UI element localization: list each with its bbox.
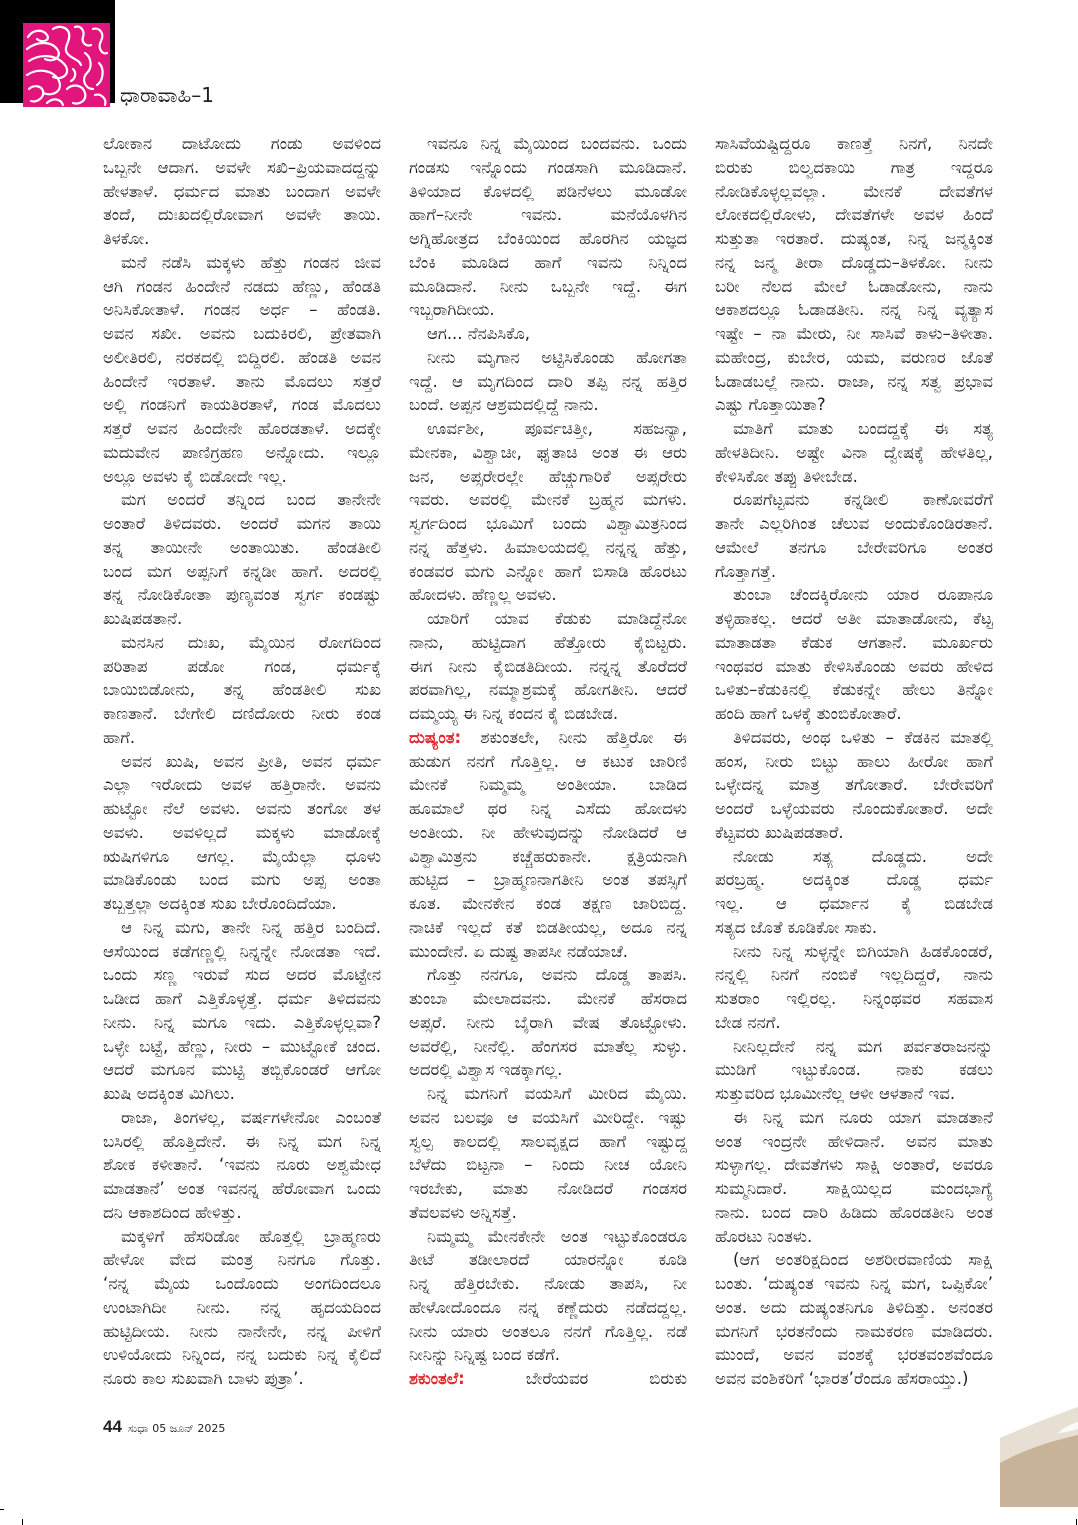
text-line: ಪರವಾಗಿಲ್ಲ, ನಮ್ಮಾಶ್ರಮಕ್ಕೆ ಹೋಗತೀನಿ. ಆದರೆ: [409, 680, 687, 700]
paragraph: [103, 916, 381, 1106]
page-footer: [103, 1416, 225, 1438]
text-line: ಗೊತ್ತಾಗತ್ತೆ.: [715, 561, 777, 581]
text-line: ಕಂಡವರ ಮಗು ಎನ್ನೋ ಹಾಗೆ ಬಿಸಾಡಿ ಹೊರಟು: [409, 561, 687, 581]
text-line: ಆ ನಿನ್ನ ಮಗು, ತಾನೇ ನಿನ್ನ ಹತ್ತಿರ ಬಂದಿದೆ.: [121, 917, 381, 937]
text-line: ಒಬ್ಬನೇ ಆದಾಗ. ಅವಳೇ ಸಖಿ–ಪ್ರಿಯವಾದದ್ದನ್ನು: [103, 157, 381, 177]
text-line: ಮುಂದೆ, ಅವನ ವಂಶಕ್ಕೆ ಭರತವಂಶವೆಂದೂ: [715, 1345, 993, 1365]
text-line: ನನ್ನ ಜನ್ಮ ತೀರಾ ದೊಡ್ಡದು–ತಿಳಕೋ. ನೀನು: [715, 252, 993, 272]
text-line: ಹೇಳತಾಳೆ. ಧರ್ಮದ ಮಾತು ಬಂದಾಗ ಅವಳೇ: [103, 181, 381, 201]
text-line: ನೀನು ನಿನ್ನ ಸುಳ್ಳನ್ನೇ ಬಿಗಿಯಾಗಿ ಹಿಡಕೊಂಡರೆ,: [733, 941, 993, 961]
text-line: ಗೊತ್ತು ನನಗೂ, ಅವನು ದೊಡ್ಡ ತಾಪಸಿ.: [427, 965, 687, 985]
text-line: ಗಂಡಸು ಇನ್ನೊಂದು ಗಂಡಸಾಗಿ ಮೂಡಿದಾನೆ.: [409, 157, 687, 177]
text-line: ಲೋಕದಲ್ಲಿರೋಳು, ದೇವತೆಗಳೇ ಅವಳ ಹಿಂದೆ: [715, 205, 993, 225]
text-line: ಅಂದರೆ ಒಳ್ಳೆಯವರು ನೊಂದುಕೋತಾರೆ. ಅದೇ: [715, 799, 993, 818]
text-line: ಅಲ್ಲೂ ಅವಳು ಕೈ ಬಿಡೋದೇ ಇಲ್ಲ.: [103, 466, 287, 486]
text-line: ನಾಚಿಕೆ ಇಲ್ಲದೆ ಕತೆ ಬಿಡತೀಯಲ್ಲ, ಅದೂ ನನ್ನ: [409, 917, 687, 937]
paragraph: [715, 488, 993, 583]
text-line: ನಿನ್ನ ಮಗನಿಗೆ ವಯಸಿಗೆ ಮೀರಿದ ಮೈಯಿ.: [427, 1084, 687, 1103]
text-line: ನೀನಿಲ್ಲದೇನೆ ನನ್ನ ಮಗ ಪರ್ವತರಾಜನನ್ನು: [733, 1036, 993, 1056]
text-line: ಖುಷಿ ಅದಕ್ಕಿಂತ ಮಿಗಿಲು.: [103, 1084, 235, 1103]
text-line: ಮಾಡಿಕೊಂಡು ಬಂದ ಮಗು ಅಪ್ಪ ಅಂತಾ: [103, 870, 381, 890]
paragraph: [103, 1106, 381, 1225]
text-line: ಆಸೆಯಿಂದ ಕಡೆಗಣ್ಣಲ್ಲಿ ನಿನ್ನನ್ನೇ ನೋಡತಾ ಇದೆ.: [103, 941, 381, 961]
text-line: ನೀನಿನ್ನು ನಿನ್ನಿಷ್ಟ ಬಂದ ಕಡೆಗೆ.: [409, 1345, 561, 1365]
text-line: ದಮ್ಮಯ್ಯ ಈ ನಿನ್ನ ಕಂದನ ಕೈ ಬಿಡಬೇಡ.: [409, 704, 619, 723]
speaker-label: ಶಕುಂತಲೆ:: [409, 1369, 465, 1388]
text-line: ತೀಟೆ ತಡೀಲಾರದೆ ಯಾರನ್ನೋ ಕೂಡಿ: [409, 1250, 687, 1270]
text-line: ನೀನು. ನಿನ್ನ ಮಗೂ ಇದು. ಎತ್ತಿಕೊಳ್ಳಲ್ಲವಾ?: [103, 1012, 381, 1032]
text-column-2: [409, 132, 687, 1391]
paragraph: [715, 726, 993, 845]
paragraph: [715, 1248, 993, 1391]
text-line: (ಆಗ ಅಂತರಿಕ್ಷದಿಂದ ಅಶರೀರವಾಣಿಯ ಸಾಕ್ಷಿ: [733, 1250, 993, 1270]
text-line: ಇಂಥವರ ಮಾತು ಕೇಳಿಸಿಕೊಂಡು ಅವರು ಹೇಳಿದ: [715, 656, 993, 676]
text-line: ಆಗಿ ಗಂಡನ ಹಿಂದೇನೆ ನಡದು ಹೆಣ್ಣು, ಹೆಂಡತಿ: [103, 276, 381, 296]
text-line: ‘ನನ್ನ ಮೈಯ ಒಂದೊಂದು ಅಂಗದಿಂದಲೂ: [103, 1274, 381, 1293]
paragraph: [409, 132, 687, 322]
text-line: ಅಲ್ಲಿ ಗಂಡನಿಗೆ ಕಾಯತಿರತಾಳೆ, ಗಂಡ ಮೊದಲು: [103, 395, 381, 415]
text-line: ಹೇಳತಿದೀನಿ. ಅಷ್ಟೇ ವಿನಾ ದ್ವೇಷಕ್ಕೆ ಹೇಳತಿಲ್ಲ,: [715, 442, 993, 462]
paragraph: [715, 940, 993, 1035]
magazine-name: ಸುಧಾ: [127, 1422, 149, 1435]
paragraph: [715, 1035, 993, 1106]
text-line: ಮುಡಿಗೆ ಇಟ್ಟುಕೊಂಡ. ನಾಕು ಕಡಲು: [715, 1060, 993, 1080]
text-line: ಮಗನಿಗೆ ಭರತನೆಂದು ನಾಮಕರಣ ಮಾಡಿದರು.: [715, 1321, 993, 1341]
text-line: ಮಾತಾಡತಾ ಕೆಡುಕ ಆಗತಾನೆ. ಮೂರ್ಖರು: [715, 632, 993, 652]
paragraph: [715, 1106, 993, 1249]
text-line: ಹುಟ್ಟಿದೀಯ. ನೀನು ನಾನೇನೇ, ನನ್ನ ಪೀಳಿಗೆ: [103, 1321, 381, 1341]
speaker-label: ದುಷ್ಯಂತ:: [409, 727, 462, 747]
text-line: ತುಂಬಾ ಮೇಲಾದವನು. ಮೇನಕೆ ಹೆಸರಾದ: [409, 989, 687, 1008]
dialogue-paragraph: [409, 726, 687, 964]
text-line: ಒಳ್ಳೇದನ್ನ ಮಾತ್ರ ತಗೋತಾರೆ. ಬೇರೇವರಿಗೆ: [715, 775, 993, 795]
text-line: ಹೇಳೋ ವೇದ ಮಂತ್ರ ನಿನಗೂ ಗೊತ್ತು.: [103, 1250, 381, 1270]
page-number: 44: [103, 1417, 122, 1436]
paragraph: [409, 607, 687, 726]
text-line: ವಿಶ್ವಾಮಿತ್ರನು ಕಚ್ಚೆಹರುಕಾನೇ. ಕ್ಷತ್ರಿಯನಾಗಿ: [409, 846, 687, 866]
text-line: ಉಳಿಯೋದು ನಿನ್ನಿಂದ, ನನ್ನ ಬದುಕು ನಿನ್ನ ಕೈಲಿದೆ: [103, 1345, 381, 1365]
text-line: ಖುಷಿಪಡತಾನೆ.: [103, 609, 183, 628]
text-line: ತಿಳಿಯಾದ ಕೊಳದಲ್ಲಿ ಪಡಿನೆಳಲು ಮೂಡೋ: [409, 181, 687, 201]
text-line: ಸುತ್ತುತಾ ಇರತಾರೆ. ದುಷ್ಯಂತ, ನಿನ್ನ ಜನ್ಮಕ್ಕಿಂತ: [715, 229, 993, 248]
text-line: ಸುಮ್ಮನಿದಾರೆ. ಸಾಕ್ಷಿಯಿಲ್ಲದ ಮಂದಭಾಗ್ಯೆ: [715, 1179, 993, 1198]
paragraph: [715, 132, 993, 417]
text-line: ಒಡೀದ ಹಾಗೆ ಎತ್ತಿಕೊಳ್ಳತ್ತೆ. ಧರ್ಮ ತಿಳಿದವನು: [103, 989, 381, 1008]
text-line: ಅದರಲ್ಲಿ ವಿಶ್ವಾಸ ಇಡಕ್ಕಾಗಲ್ಲ.: [409, 1060, 563, 1080]
text-line: ಕೇಳಿಸಿಕೋ ತಪ್ಪು ತಿಳೀಬೇಡ.: [715, 466, 858, 486]
text-line: ಇವರು. ಅವರಲ್ಲಿ ಮೇನಕೆ ಬ್ರಹ್ಮನ ಮಗಳು.: [409, 490, 687, 510]
paragraph: [409, 346, 687, 417]
text-line: ಸತ್ತರೆ ಅವನ ಹಿಂದೇನೇ ಹೊರಡತಾಳೆ. ಅದಕ್ಕೇ: [103, 419, 381, 438]
text-line: ಅವನ ವಂಶಿಕರಿಗೆ ‘ಭಾರತ’ರೆಂದೂ ಹೆಸರಾಯ್ತು.): [715, 1369, 969, 1388]
text-column-1: [103, 132, 381, 1391]
paragraph: [103, 750, 381, 916]
text-line: ನಾನು, ಹುಟ್ಟಿದಾಗ ಹೆತ್ತೋರು ಕೈಬಿಟ್ಟರು.: [409, 632, 687, 652]
text-line: ಅಪ್ಸರೆ. ನೀನು ಬೈರಾಗಿ ವೇಷ ತೊಟ್ಟೋಳು.: [409, 1012, 687, 1032]
text-line: ನೂರು ಕಾಲ ಸುಖವಾಗಿ ಬಾಳು ಪುತ್ರಾ’.: [103, 1369, 304, 1388]
paragraph: [409, 417, 687, 607]
text-line: ಹುಟ್ಟೋ ನೆಲೆ ಅವಳು. ಅವನು ತಂಗೋ ತಳ: [103, 799, 381, 818]
text-line: ಉಂಟಾಗಿದೀ ನೀನು. ನನ್ನ ಹೃದಯದಿಂದ: [103, 1297, 381, 1317]
text-line: ಆಮೇಲೆ ತನಗೂ ಬೇರೇವರಿಗೂ ಅಂತರ: [715, 537, 993, 557]
text-line: ಅವರೆಲ್ಲಿ, ನೀನೆಲ್ಲಿ. ಹೆಂಗಸರ ಮಾತೆಲ್ಲ ಸುಳ್ಳು.: [409, 1036, 687, 1056]
text-line: ಆದರೆ ಮಗೂನ ಮುಟ್ಟಿ ತಬ್ಬಿಕೊಂಡರೆ ಆಗೋ: [103, 1060, 381, 1080]
text-line: ಬರೀ ನೆಲದ ಮೇಲೆ ಓಡಾಡೋನು, ನಾನು: [715, 276, 993, 296]
text-line: ಊರ್ವಶೀ, ಪೂರ್ವಚಿತ್ತೀ, ಸಹಜನ್ಯಾ,: [427, 419, 687, 438]
text-line: ರಾಜಾ, ತಿಂಗಳಲ್ಲ, ವರ್ಷಗಳೇನೋ ಎಂಬಂತೆ: [121, 1107, 381, 1127]
text-line: ಮಾಡತಾನೆ’ ಅಂತ ಇವನನ್ನ ಹೆರೋವಾಗ ಒಂದು: [103, 1179, 381, 1198]
paragraph: [409, 322, 687, 346]
text-line: ಆಗ... ನೆನಪಿಸಿಕೊ,: [427, 324, 530, 343]
text-line: ಹಂಸ, ನೀರು ಬಿಟ್ಟು ಹಾಲು ಹೀರೋ ಹಾಗೆ: [715, 751, 993, 771]
text-line: ಈಗ ನೀನು ಕೈಬಿಡತಿದೀಯ. ನನ್ನನ್ನ ತೊರೆದರೆ: [409, 656, 687, 676]
text-line: ಹುಟ್ಟಿದ – ಬ್ರಾಹ್ಮಣನಾಗತೀನಿ ಅಂತ ತಪಸ್ಸಿಗೆ: [409, 870, 687, 890]
text-line: ಇರಬೇಕು, ಮಾತು ನೋಡಿದರೆ ಗಂಡಸರ: [409, 1179, 687, 1198]
text-line: ನೀನು ಮೃಗಾನ ಅಟ್ಟಿಸಿಕೊಂಡು ಹೋಗತಾ: [427, 347, 687, 367]
text-line: ಅವನ ಖುಷಿ, ಅವನ ಪ್ರೀತಿ, ಅವನ ಧರ್ಮ: [121, 751, 381, 771]
pink-maze-pattern-icon: [23, 23, 110, 107]
text-line: ಋಷಿಗಳಿಗೂ ಆಗಲ್ಲ. ಮೈಯೆಲ್ಲಾ ಧೂಳು: [103, 846, 381, 866]
text-line: ನೋಡು ಸತ್ಯ ದೊಡ್ಡದು. ಅದೇ: [733, 846, 993, 866]
text-line: ಮೇನಕಾ, ವಿಶ್ವಾಚೀ, ಘೃತಾಚಿ ಅಂತ ಈ ಆರು: [409, 442, 687, 462]
paragraph: [715, 845, 993, 940]
text-line: ಅಂತ ಇಂದ್ರನೇ ಹೇಳಿದಾನೆ. ಅವನ ಮಾತು: [715, 1131, 993, 1151]
text-line: ಒಳಿತು–ಕೆಡುಕಿನಲ್ಲಿ ಕೆಡುಕನ್ನೇ ಹೇಲು ತಿನ್ನೋ: [715, 680, 993, 700]
text-line: ಬಂತು. ‘ದುಷ್ಯಂತ ಇವನು ನಿನ್ನ ಮಗ, ಒಪ್ಪಿಕೋ’: [715, 1274, 993, 1293]
text-line: ಸುತ್ತುವರಿದ ಭೂಮೀನೆಲ್ಲ ಆಳೀ ಆಳತಾನೆ ಇವ.: [715, 1084, 956, 1103]
text-line: ನಿನ್ನ ಹೆತ್ತಿರಬೇಕು. ನೋಡು ತಾಪಸಿ, ನೀ: [409, 1274, 687, 1293]
text-line: ಮಕ್ಕಳಿಗೆ ಹೆಸರಿಡೋ ಹೊತ್ತಲ್ಲಿ ಬ್ರಾಹ್ಮಣರು: [121, 1226, 381, 1246]
text-line: ಮನಸಿನ ದುಃಖ, ಮೈಯಿನ ರೋಗದಿಂದ: [121, 632, 381, 652]
text-line: ಬಂದ ಮಗ ಅಪ್ಪನಿಗೆ ಕನ್ನಡೀ ಹಾಗೆ. ಅದರಲ್ಲಿ: [103, 561, 381, 581]
text-line: ಒಳ್ಳೇ ಬಟ್ಟೆ, ಹೆಣ್ಣು, ನೀರು – ಮುಟ್ಟೋಕೆ ಚಂದ.: [103, 1036, 381, 1056]
paragraph: [103, 488, 381, 631]
text-line: [409, 1367, 687, 1391]
text-line: ಅವನ ಬಲವೂ ಆ ವಯಸಿಗೆ ಮೀರಿದ್ದೇ. ಇಷ್ಟು: [409, 1107, 687, 1127]
section-title: ಧಾರಾವಾಹಿ–1: [120, 83, 214, 107]
text-line: ಅಗ್ನಿಹೋತ್ರದ ಬೆಂಕಿಯಿಂದ ಹೊರಗಿನ ಯಜ್ಞದ: [409, 229, 687, 248]
text-column-3: [715, 132, 993, 1391]
text-line: ಸುಳ್ಳಾಗಲ್ಲ. ದೇವತೆಗಳು ಸಾಕ್ಷಿ ಅಂತಾರೆ, ಅವರೂ: [715, 1155, 993, 1175]
line-text: ಬೇರೆಯವರ ಬಿರುಕು: [525, 1369, 687, 1388]
text-line: ಮದುವೇನ ಪಾಣಿಗ್ರಹಣ ಅನ್ನೋದು. ಇಲ್ಲೂ: [103, 442, 381, 462]
text-line: ಹೋದಳು. ಹೆಣ್ಣಲ್ಲ ಅವಳು.: [409, 585, 557, 605]
text-line: ತೆವಲವಳು ಅನ್ನಿಸತ್ತೆ.: [409, 1202, 517, 1222]
text-line: ಜನ, ಅಪ್ಸರೇರಲ್ಲೇ ಹೆಚ್ಚುಗಾರಿಕೆ ಅಪ್ಸರೇರು: [409, 466, 687, 486]
crop-mark: [1076, 1519, 1077, 1525]
text-line: ಅಂತ. ಅದು ದುಷ್ಯಂತನಿಗೂ ತಿಳಿದಿತ್ತು. ಅನಂತರ: [715, 1297, 993, 1317]
text-line: ಇಬ್ಬರಾಗಿದೀಯ.: [409, 300, 495, 320]
text-line: ಈ ನಿನ್ನ ಮಗ ನೂರು ಯಾಗ ಮಾಡತಾನೆ: [733, 1107, 993, 1127]
text-line: ದನಿ ಆಕಾಶದಿಂದ ಹೇಳಿತ್ತು.: [103, 1202, 242, 1222]
text-line: ಓಡಾಡಬಲ್ಲೆ ನಾನು. ರಾಜಾ, ನನ್ನ ಸತ್ವ ಪ್ರಭಾವ: [715, 371, 993, 391]
text-line: ಒಂದು ಸಣ್ಣ ಇರುವೆ ಸುದ ಅದರ ಮೊಟ್ಟೇನ: [103, 965, 381, 985]
text-line: ನನ್ನ ಹೆತ್ತಳು. ಹಿಮಾಲಯದಲ್ಲಿ ನನ್ನನ್ನ ಹೆತ್ತು,: [409, 537, 687, 557]
text-line: ಬಿರುಕು ಬಿಲ್ವದಕಾಯಿ ಗಾತ್ರ ಇದ್ದರೂ: [715, 157, 993, 177]
text-line: ಅವನ ಸಖೀ. ಅವನು ಬದುಕಿರಲಿ, ಪ್ರೇತವಾಗಿ: [103, 324, 381, 343]
text-line: ಇಲ್ಲ. ಆ ಧರ್ಮಾನ ಕೈ ಬಿಡಬೇಡ: [715, 894, 993, 913]
crop-mark: [22, 1519, 23, 1525]
text-line: ಬೆಳೆದು ಬಿಟ್ಟನಾ – ನಿಂದು ನೀಚ ಯೋನಿ: [409, 1155, 687, 1175]
text-line: ಕೂತ. ಮೇನಕೇನ ಕಂಡ ತಕ್ಷಣ ಜಾರಿಬಿದ್ದ.: [409, 894, 687, 913]
text-line: ಕಾಣತಾನೆ. ಬೇಗೇಲಿ ದಣಿದೋರು ನೀರು ಕಂಡ: [103, 704, 381, 723]
text-line: ಹೊರಟು ನಿಂತಳು.: [715, 1226, 813, 1246]
paragraph: [409, 1082, 687, 1225]
dialogue-paragraph: [409, 1367, 687, 1391]
text-line: ಎಲ್ಲಾ ಇರೋದು ಅವಳ ಹತ್ತಿರಾನೇ. ಅವನು: [103, 775, 381, 795]
text-line: ಇಷ್ಟೇ – ನಾ ಮೇರು, ನೀ ಸಾಸಿವೆ ಕಾಳು–ತಿಳೀತಾ.: [715, 324, 993, 343]
text-line: ತಿಳಕೋ.: [103, 229, 150, 248]
text-line: ತುಂಬಾ ಚೆಂದಕ್ಕಿರೋನು ಯಾರ ರೂಪಾನೂ: [733, 585, 993, 605]
text-line: ಸ್ವಲ್ಪ ಕಾಲದಲ್ಲಿ ಸಾಲವೃಕ್ಷದ ಹಾಗೆ ಇಷ್ಟುದ್ದ: [409, 1131, 687, 1151]
text-line: ಬಾಯಿಬಿಡೋನು, ತನ್ನ ಹೆಂಡತೀಲಿ ಸುಖ: [103, 680, 381, 700]
text-line: ನನ್ನಲ್ಲಿ ನಿನಗೆ ನಂಬಿಕೆ ಇಲ್ಲದಿದ್ದರೆ, ನಾನು: [715, 965, 993, 985]
text-line: ತಳ್ಳಿಹಾಕಲ್ಲ. ಆದರೆ ಅತೀ ಮಾತಾಡೋನು, ಕೆಟ್ಟ: [715, 609, 993, 628]
text-line: ತಬ್ಬತ್ತಲ್ಲಾ ಅದಕ್ಕಿಂತ ಸುಖ ಬೇರೊಂದಿದೆಯಾ.: [103, 894, 337, 913]
paragraph: [715, 417, 993, 488]
section-logo-icon: [23, 23, 110, 107]
text-line: ಮಗ ಅಂದರೆ ತನ್ನಿಂದ ಬಂದ ತಾನೇನೇ: [121, 490, 381, 510]
text-line: ತಾನೇ ಎಲ್ಲರಿಗಿಂತ ಚೆಲುವ ಅಂದುಕೊಂಡಿರತಾನೆ.: [715, 514, 993, 533]
paragraph: [103, 132, 381, 251]
text-line: ತಿಳಿದವರು, ಅಂಥ ಒಳಿತು – ಕೆಡಕಿನ ಮಾತಲ್ಲಿ: [733, 727, 993, 747]
text-line: ನೋಡಿಕೊಳ್ಳಲ್ಲವಲ್ಲಾ. ಮೇನಕೆ ದೇವತೆಗಳ: [715, 181, 993, 201]
issue-date: 05 ಜೂನ್ 2025: [152, 1422, 226, 1435]
text-line: ಮಾತಿಗೆ ಮಾತು ಬಂದದ್ದಕ್ಕೆ ಈ ಸತ್ಯ: [733, 419, 993, 438]
text-line: ಇವನೂ ನಿನ್ನ ಮೈಯಿಂದ ಬಂದವನು. ಒಂದು: [427, 134, 687, 153]
text-line: ತನ್ನ ನೋಡಿಕೋತಾ ಪುಣ್ಯವಂತ ಸ್ವರ್ಗ ಕಂಡಷ್ಟು: [103, 585, 381, 605]
text-line: ಹೂಮಾಲೆ ಥರ ನಿನ್ನ ಎಸೆದು ಹೋದಳು: [409, 799, 687, 818]
text-line: ನಾನು. ಬಂದ ದಾರಿ ಹಿಡಿದು ಹೊರಡತೀನಿ ಅಂತ: [715, 1202, 993, 1222]
text-line: ರೂಪಗೆಟ್ಟವನು ಕನ್ನಡೀಲಿ ಕಾಣೋವರೆಗೆ: [733, 490, 993, 510]
text-line: ನಿಮ್ಮಮ್ಮ ಮೇನಕೇನೇ ಅಂತ ಇಟ್ಟುಕೊಂಡರೂ: [427, 1226, 687, 1246]
text-line: ಅಂತೀಯ. ನೀ ಹೇಳುವುದನ್ನು ನೋಡಿದರೆ ಆ: [409, 822, 687, 842]
text-line: ಸತ್ಯದ ಜೊತೆ ಕೂಡಿಕೋ ಸಾಕು.: [715, 917, 878, 937]
text-line: ಸಾಸಿವೆಯಷ್ಟಿದ್ದರೂ ಕಾಣತ್ತೆ ನಿನಗೆ, ನಿನದೇ: [715, 134, 993, 153]
text-line: ಎಷ್ಟು ಗೊತ್ತಾಯಿತಾ?: [715, 395, 826, 415]
text-line: ಇದ್ದೆ. ಆ ಮೃಗದಿಂದ ದಾರಿ ತಪ್ಪಿ ನನ್ನ ಹತ್ತಿರ: [409, 371, 687, 391]
text-line: ತನ್ನ ತಾಯೀನೇ ಅಂತಾಯಿತು. ಹೆಂಡತೀಲಿ: [103, 537, 381, 557]
text-line: ಹಾಗೆ–ನೀನೇ ಇವನು. ಮನೆಯೊಳಗಿನ: [409, 205, 687, 225]
text-line: ಹಿಂದೇನೆ ಇರತಾಳೆ. ತಾನು ಮೊದಲು ಸತ್ತರೆ: [103, 371, 381, 391]
text-line: ಮನೆ ನಡೆಸಿ ಮಕ್ಕಳು ಹೆತ್ತು ಗಂಡನ ಜೀವ: [121, 252, 381, 272]
text-line: ಅವಳು. ಅವಳಿಲ್ಲದೆ ಮಕ್ಕಳು ಮಾಡೋಕ್ಕೆ: [103, 822, 381, 842]
text-line: ಬೇಡ ನನಗೆ.: [715, 1012, 781, 1032]
text-line: ಪರಿತಾಪ ಪಡೋ ಗಂಡ, ಧರ್ಮಕ್ಕೆ: [103, 656, 381, 676]
text-line: ಪರಬ್ರಹ್ಮ. ಅದಕ್ಕಿಂತ ದೊಡ್ಡ ಧರ್ಮ: [715, 870, 993, 890]
text-line: ಬಂದೆ. ಅಪ್ಪನ ಆಶ್ರಮದಲ್ಲಿದ್ದೆ ನಾನು.: [409, 395, 599, 415]
text-line: ಹುಡುಗ ನನಗೆ ಗೊತ್ತಿಲ್ಲ. ಆ ಕಟುಕ ಜಾರಿಣಿ: [409, 751, 687, 771]
text-line: ಬಸಿರಲ್ಲಿ ಹೊತ್ತಿದೇನೆ. ಈ ನಿನ್ನ ಮಗ ನಿನ್ನ: [103, 1131, 381, 1151]
paragraph: [103, 251, 381, 489]
text-line: ಮುಂದೇನೆ. ಏ ದುಷ್ಟ ತಾಪಸೀ ನಡೆಯಾಚೆ.: [409, 941, 629, 961]
decorative-shape: [1000, 1405, 1078, 1508]
text-line: ತಂದೆ, ದುಃಖದಲ್ಲಿರೋವಾಗ ಅವಳೇ ತಾಯಿ.: [103, 205, 381, 225]
text-line: ಮೂಡಿದಾನೆ. ನೀನು ಒಬ್ಬನೇ ಇದ್ದೆ. ಈಗ: [409, 276, 687, 296]
line-text: ಶಕುಂತಲೇ, ನೀನು ಹೆತ್ತಿರೋ ಈ: [480, 727, 687, 747]
text-line: ಆಕಾಶದಲ್ಲೂ ಓಡಾಡತೀನಿ. ನನ್ನ ನಿನ್ನ ವ್ಯತ್ಯಾಸ: [715, 300, 993, 320]
text-line: ಕೆಟ್ಟವರು ಖುಷಿಪಡತಾರೆ.: [715, 822, 844, 842]
text-line: ಅಲೀತಿರಲಿ, ನರಕದಲ್ಲಿ ಬಿದ್ದಿರಲಿ. ಹೆಂಡತಿ ಅವನ: [103, 347, 381, 367]
text-line: [409, 726, 687, 750]
text-line: ಬೆಂಕಿ ಮೂಡಿದ ಹಾಗೆ ಇವನು ನಿನ್ನಿಂದ: [409, 252, 687, 272]
paragraph: [409, 963, 687, 1082]
text-line: ಸ್ವರ್ಗದಿಂದ ಭೂಮಿಗೆ ಬಂದು ವಿಶ್ವಾಮಿತ್ರನಿಂದ: [409, 514, 687, 533]
text-line: ಹಾಗೆ.: [103, 727, 136, 747]
paragraph: [103, 1225, 381, 1391]
text-line: ಹಂದಿ ಹಾಗೆ ಒಳಕ್ಕೆ ತುಂಬಿಕೋತಾರೆ.: [715, 704, 902, 723]
paragraph: [715, 583, 993, 726]
text-line: ಯಾರಿಗೆ ಯಾವ ಕೆಡುಕು ಮಾಡಿದ್ದೆನೋ: [427, 609, 687, 628]
text-line: ಶೋಕ ಕಳೀತಾನೆ. ‘ಇವನು ನೂರು ಅಶ್ವಮೇಧ: [103, 1155, 381, 1175]
paragraph: [409, 1225, 687, 1368]
text-line: ಅಂತಾರೆ ತಿಳಿದವರು. ಅಂದರೆ ಮಗನ ತಾಯಿ: [103, 514, 381, 533]
text-line: ನೀನು ಯಾರು ಅಂತಲೂ ನನಗೆ ಗೊತ್ತಿಲ್ಲ. ನಡೆ: [409, 1321, 687, 1341]
text-line: ಮೇನಕೆ ನಿಮ್ಮಮ್ಮ ಅಂತೀಯಾ. ಬಾಡಿದ: [409, 775, 687, 795]
text-line: ಮಹೇಂದ್ರ, ಕುಬೇರ, ಯಮ, ವರುಣರ ಜೊತೆ: [715, 347, 993, 367]
paragraph: [103, 631, 381, 750]
crop-mark: [0, 1509, 4, 1510]
text-line: ಲೋಕಾನ ದಾಟೋದು ಗಂಡು ಅವಳಿಂದ: [103, 134, 381, 153]
text-line: ಸುತರಾಂ ಇಲ್ಲಿರಲ್ಲ. ನಿನ್ನಂಥವರ ಸಹವಾಸ: [715, 989, 993, 1008]
text-line: ಅನಿಸಿಕೋತಾಳೆ. ಗಂಡನ ಅರ್ಧ – ಹೆಂಡತಿ.: [103, 300, 381, 320]
text-line: ಹೇಳೋದೊಂದೂ ನನ್ನ ಕಣ್ಣೆದುರು ನಡೆದದ್ದಲ್ಲ.: [409, 1297, 687, 1317]
